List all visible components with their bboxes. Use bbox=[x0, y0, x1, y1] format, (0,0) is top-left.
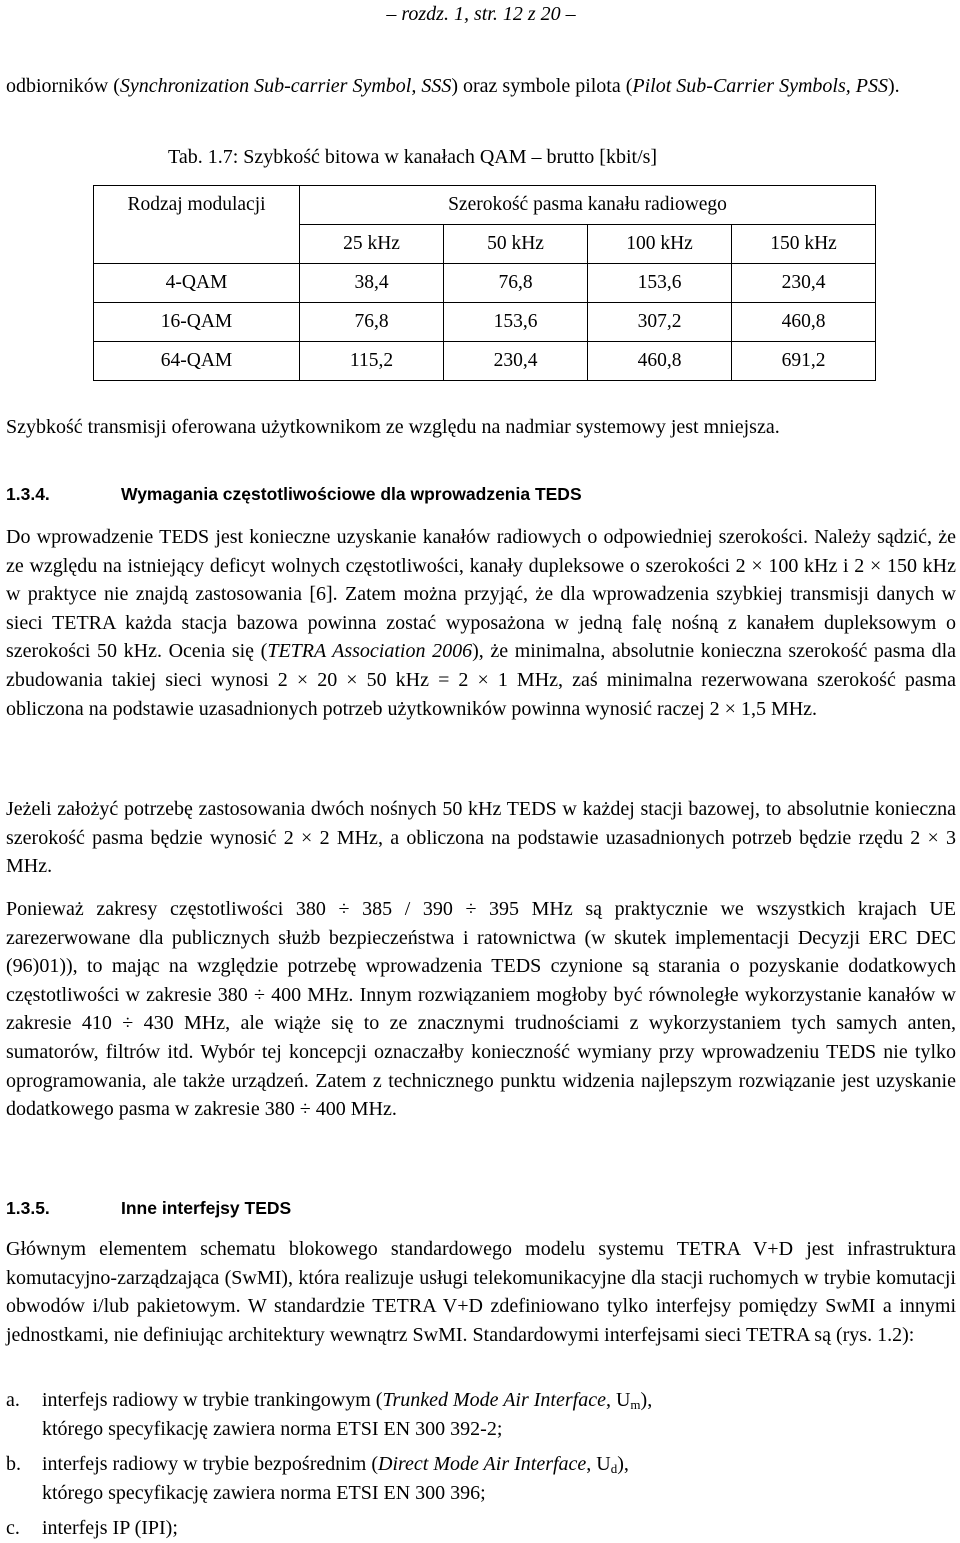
modulation-cell: 64-QAM bbox=[94, 342, 300, 381]
modulation-cell: 16-QAM bbox=[94, 303, 300, 342]
header-modulation: Rodzaj modulacji bbox=[94, 186, 300, 225]
table-cell: 153,6 bbox=[588, 264, 732, 303]
table-cell: 460,8 bbox=[732, 303, 876, 342]
paragraph-swmi: Głównym elementem schematu blokowego standardowego modelu systemu TETRA V+D jest infrastruktura komutacyjno-zarządzająca (SwMI), która realizuje usługi telekomunikacyjne dla stacji ruchomych w trybie komutacji obwodów i/lub pakietowym. W standardzie TETRA V+D zdefiniowano tylko interfejsy pomiędzy SwMI a innymi jednostkami, nie definiując architektury wewnątrz SwMI. Standardowymi interfejsami sieci TETRA są (rys. 1.2): bbox=[6, 1238, 956, 1346]
section-heading-1-3-4: 1.3.4. Wymagania częstotliwościowe dla wprowadzenia TEDS bbox=[6, 484, 582, 504]
table-row bbox=[94, 264, 876, 303]
paragraph-frequency-ranges: Ponieważ zakresy częstotliwości 380 ÷ 385 / 390 ÷ 395 MHz są praktycznie we wszystkich krajach UE zarezerwowane dla publicznych służb bezpieczeństwa i ratownictwa (w skutek implementacji Decyzji ERC DEC (96)01)), to mając na względzie potrzebę wprowadzenia TEDS czynione są starania o pozyskanie dodatkowych częstotliwości w zakresie 380 ÷ 400 MHz. Innym rozwiązaniem mogłoby być równoległe wykorzystanie kanałów w zakresie 410 ÷ 430 MHz, ale wiąże się to ze znacznymi trudnościami z wykorzystaniem tych samych anten, sumatorów, filtrów itd. Wybór tej koncepcji oznaczałby konieczność wymiany przy wprowadzeniu TEDS nie tylko oprogramowania, ale także urządzeń. Zatem z technicznego punktu widzenia najlepszym rozwiązanie jest uzyskanie dodatkowego pasma w zakresie 380 ÷ 400 MHz. bbox=[6, 898, 956, 1121]
table-cell: 115,2 bbox=[300, 342, 444, 381]
table-cell: 38,4 bbox=[300, 264, 444, 303]
intro-paragraph: odbiorników (Synchronization Sub-carrier Symbol, SSS) oraz symbole pilota (Pilot Sub-Carrier Symbols, PSS). bbox=[6, 75, 900, 97]
list-item-a: a. interfejs radiowy w trybie trankingowym (Trunked Mode Air Interface, $U_m$), którego specyfikację zawiera norma ETSI EN 300 392-2; bbox=[6, 1389, 653, 1440]
table-cell bbox=[94, 225, 300, 264]
qam-bitrate-table bbox=[93, 185, 876, 381]
paragraph-two-carriers: Jeżeli założyć potrzebę zastosowania dwóch nośnych 50 kHz TEDS w każdej stacji bazowej, to absolutnie konieczna szerokość pasma będzie wynosić 2 × 2 MHz, a obliczona na podstawie uzasadnionych potrzeb będzie rzędu 2 × 3 MHz. bbox=[6, 798, 956, 878]
table-note: Szybkość transmisji oferowana użytkownikom ze względu na nadmiar systemowy jest mniejsza. bbox=[6, 416, 780, 438]
bandwidth-cell: 50 kHz bbox=[444, 225, 588, 264]
table-cell: 230,4 bbox=[444, 342, 588, 381]
bandwidth-cell: 100 kHz bbox=[588, 225, 732, 264]
modulation-cell: 4-QAM bbox=[94, 264, 300, 303]
table-cell: 230,4 bbox=[732, 264, 876, 303]
paragraph-teds-requirements: Do wprowadzenie TEDS jest konieczne uzyskanie kanałów radiowych o odpowiedniej szerokości. Należy sądzić, że ze względu na istniejący deficyt wolnych częstotliwości, kanały dupleksowe o szerokości 2 × 100 kHz i 2 × 150 kHz w praktyce nie znajdą zastosowania [6]. Zatem można przyjąć, że dla wprowadzenia szybkiej transmisji danych w sieci TETRA każda stacja bazowa powinna zostać wyposażona w jedną falę nośną z kanałem dupleksowym o szerokości 50 kHz. Ocenia się (TETRA Association 2006), że minimalna, absolutnie konieczna szerokość pasma dla zbudowania takiej sieci wynosi 2 × 20 × 50 kHz = 2 × 1 MHz, zaś minimalna rezerwowana szerokość pasma obliczona na podstawie uzasadnionych potrzeb użytkowników powinna wynosić raczej 2 × 1,5 MHz. bbox=[6, 526, 956, 720]
bandwidth-cell: 150 kHz bbox=[732, 225, 876, 264]
table-caption: Tab. 1.7: Szybkość bitowa w kanałach QAM – brutto [kbit/s] bbox=[168, 146, 658, 168]
table-row bbox=[94, 225, 876, 264]
table-cell: 153,6 bbox=[444, 303, 588, 342]
list-item-b: b. interfejs radiowy w trybie bezpośrednim (Direct Mode Air Interface, $U_d$), którego specyfikację zawiera norma ETSI EN 300 396; bbox=[6, 1453, 629, 1504]
section-heading-1-3-5: 1.3.5. Inne interfejsy TEDS bbox=[6, 1198, 292, 1218]
table-cell: 76,8 bbox=[300, 303, 444, 342]
table-cell: 307,2 bbox=[588, 303, 732, 342]
header-bandwidth: Szerokość pasma kanału radiowego bbox=[300, 186, 876, 225]
table-cell: 691,2 bbox=[732, 342, 876, 381]
table-row bbox=[94, 342, 876, 381]
bandwidth-cell: 25 kHz bbox=[300, 225, 444, 264]
table-cell: 460,8 bbox=[588, 342, 732, 381]
table-cell: 76,8 bbox=[444, 264, 588, 303]
table-row bbox=[94, 303, 876, 342]
list-item-c: c. interfejs IP (IPI); bbox=[6, 1517, 178, 1539]
running-head: – rozdz. 1, str. 12 z 20 – bbox=[386, 3, 576, 25]
table-row bbox=[94, 186, 876, 225]
